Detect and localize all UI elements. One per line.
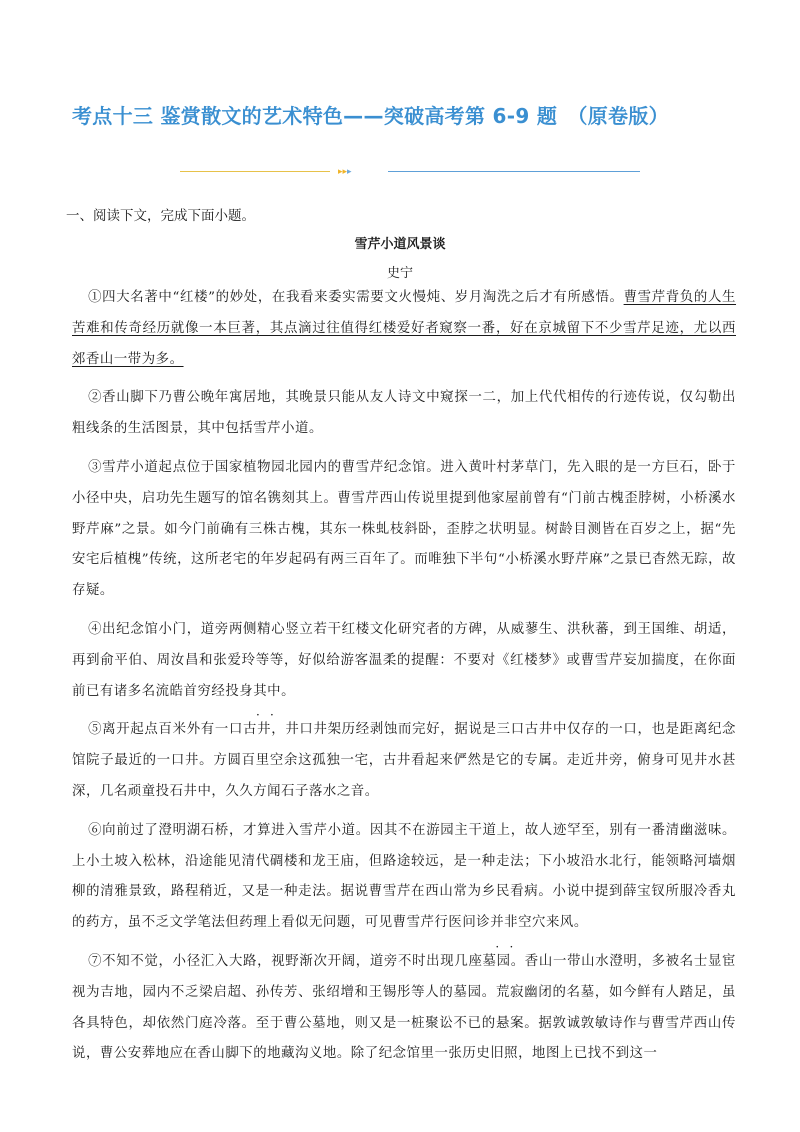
document-title: 考点十三 鉴赏散文的艺术特色——突破高考第 6-9 题 （原卷版） [72, 104, 669, 128]
emphasis-dot-char: 井 [257, 722, 272, 738]
paragraph-7: ⑦不知不觉，小径汇入大路，视野渐次开阔，道旁不时出现几座墓园。香山一带山水澄明，多被名士显宦视为吉地，园内不乏梁启超、孙传芳、张绍增和王锡彤等人的墓园。荒寂幽闭的名墓，如今鲜有人踏足，虽各具特色，却依然门庭冷落。至于曹公墓地，则又是一桩聚讼不已的悬案。据敦诚敦敏诗作与曹雪芹西山传说，曹公安葬地应在香山脚下的地藏沟义地。除了纪念馆里一张历史旧照，地图上已找不到这一 [72, 953, 736, 1062]
paragraph-4: ④出纪念馆小门，道旁两侧精心竖立若干红楼文化研究者的方碑，从威蓼生、洪秋蕃，到王国维、胡适，再到俞平伯、周汝昌和张爱玲等等，好似给游客温柔的提醒：不要对《红楼梦》或曹雪芹妄加揣度，在你面前已有诸多名流皓首穷经投身其中。 [72, 621, 736, 699]
paragraph-1: ①四大名著中“红楼”的妙处，在我看来委实需要文火慢炖、岁月淘洗之后才有所感悟。曹雪芹背负的人生苦难和传奇经历就像一本巨著，其点滴过往值得红楼爱好者窥察一番，好在京城留下不少雪芹足迹，尤以西郊香山一带为多。 [72, 290, 737, 367]
divider-line-right [388, 171, 640, 172]
emphasis-dot-char: 园 [496, 953, 511, 969]
emphasis-dot-char: 古 [243, 722, 258, 738]
divider-arrows-icon: ▸▸▸ [338, 167, 352, 177]
emphasis-dot-char: 墓 [482, 953, 497, 969]
essay-title: 雪芹小道风景谈 [354, 237, 446, 252]
underlined-sentence: 曹雪芹背负的人生苦难和传奇经历就像一本巨著，其点滴过往值得红楼爱好者窥察一番，好在京城留下不少雪芹足迹，尤以西郊香山一带为多。 [72, 290, 737, 367]
paragraph-6: ⑥向前过了澄明湖石桥，才算进入雪芹小道。因其不在游园主干道上，故人迹罕至，别有一番清幽滋味。上小土坡入松林，沿途能见清代碉楼和龙王庙，但路途较远，是一种走法；下小坡沿水北行，能领略河墙烟柳的清雅景致，路程稍近，又是一种走法。据说曹雪芹在西山常为乡民看病。小说中提到薛宝钗所服冷香丸的药方，虽不乏文学笔法但药理上看似无问题，可见曹雪芹行医问诊并非空穴来风。 [72, 822, 736, 931]
section-heading: 一、阅读下文，完成下面小题。 [66, 208, 255, 224]
divider-line-left [180, 171, 330, 172]
title-divider [180, 169, 630, 175]
paragraph-5: ⑤离开起点百米外有一口古井，井口井架历经剥蚀而完好，据说是三口古井中仅存的一口，也是距离纪念馆院子最近的一口井。方圆百里空余这孤独一宅，古井看起来俨然是它的专属。走近井旁，俯身可见井水甚深，几名顽童投石井中，久久方闻石子落水之音。 [72, 722, 736, 799]
essay-author: 史宁 [386, 266, 413, 281]
essay-body [72, 283, 736, 1078]
paragraph-2: ②香山脚下乃曹公晚年寓居地，其晚景只能从友人诗文中窥探一二，加上代代相传的行迹传说，仅勾勒出粗线条的生活图景，其中包括雪芹小道。 [72, 390, 736, 437]
paragraph-3: ③雪芹小道起点位于国家植物园北园内的曹雪芹纪念馆。进入黄叶村茅草门，先入眼的是一方巨石，卧于小径中央，启功先生题写的馆名镌刻其上。曹雪芹西山传说里提到他家屋前曾有“门前古槐歪脖树，小桥溪水野芹麻”之景。如今门前确有三株古槐，其东一株虬枝斜卧，歪脖之状明显。树龄目测皆在百岁之上，据“先安宅后植槐”传统，这所老宅的年岁起码有两三百年了。而唯独下半句“小桥溪水野芹麻”之景已杳然无踪，故存疑。 [72, 459, 736, 599]
